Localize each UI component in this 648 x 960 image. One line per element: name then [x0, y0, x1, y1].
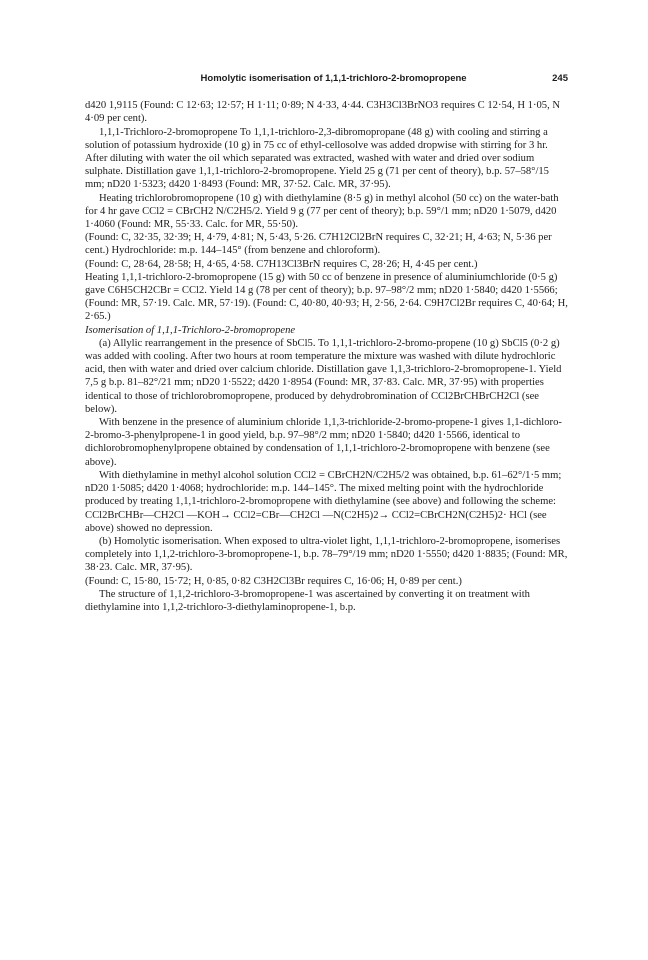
paragraph: (Found: C, 32·35, 32·39; H, 4·79, 4·81; N, 5·43, 5·26. C7H12Cl2BrN requires C, 32·21; H, 4·63; N, 5·36 per cent.) Hydrochloride: m.p. 144–145° (from benzene and chloroform).	[85, 232, 552, 257]
page-number: 245	[552, 73, 568, 84]
paragraph: With benzene in the presence of aluminium chloride 1,1,3-trichloride-2-bromo-propene-1 gives 1,1-dichloro-2-bromo-3-phenylpropene-1 in good yield, b.p. 97–98°/2 mm; nD20 1·5840; d420 1·5566, identical to dichlorobromophenylpropene obtained by condensation of 1,1,1-trichloro-2-bromopropene with benzene (see above).	[85, 417, 562, 468]
running-title: Homolytic isomerisation of 1,1,1-trichloro-2-bromopropene	[200, 73, 467, 84]
section-title: Isomerisation of 1,1,1-Trichloro-2-bromopropene	[85, 324, 296, 336]
journal-page	[85, 72, 568, 614]
paragraph: (Found: C, 15·80, 15·72; H, 0·85, 0·82 C3H2Cl3Br requires C, 16·06; H, 0·89 per cent.)	[85, 575, 462, 587]
paragraph: Heating trichlorobromopropene (10 g) with diethylamine (8·5 g) in methyl alcohol (50 cc) on the water-bath for 4 hr gave CCl2 = CBrCH2 N/C2H5/2. Yield 9 g (77 per cent of theory); b.p. 59°/1 mm; nD20 1·5079, d420 1·4060 (Found: MR, 55·33. Calc. for MR, 55·50).	[85, 192, 559, 231]
paragraph: Heating 1,1,1-trichloro-2-bromopropene (15 g) with 50 cc of benzene in presence of aluminiumchloride (0·5 g) gave C6H5CH2CBr = CCl2. Yield 14 g (78 per cent of theory); b.p. 97–98°/2 mm; nD20 1·5840; d420 1·5566; (Found: MR, 57·19. Calc. MR, 57·19). (Found: C, 40·80, 40·93; H, 2·56, 2·64. C9H7Cl2Br requires C, 40·64; H, 2·65.)	[85, 271, 568, 323]
paragraph: (a) Allylic rearrangement in the presence of SbCl5. To 1,1,1-trichloro-2-bromo-propene (10 g) SbCl5 (0·2 g) was added with cooling. After two hours at room temperature the mixture was washed with dilute hydrochloric acid, then with water and dried over calcium chloride. Distillation gave 1,1,3-trichloro-2-bromopropene-1. Yield 7,5 g b.p. 81–82°/21 mm; nD20 1·5522; d420 1·8954 (Found: MR, 37·83. Calc. MR, 37·95) with properties identical to those of trichlorobromopropene, produced by dehydrobromination of CCl2BrCHBrCH2Cl (see below).	[85, 337, 562, 415]
paragraph: (b) Homolytic isomerisation. When exposed to ultra-violet light, 1,1,1-trichloro-2-bromopropene, isomerises completely into 1,1,2-trichloro-3-bromopropene-1, b.p. 78–79°/19 mm; nD20 1·5550; d420 1·8835; (Found: MR, 38·23. Calc. MR, 37·95).	[85, 535, 568, 574]
paragraph: 1,1,1-Trichloro-2-bromopropene To 1,1,1-trichloro-2,3-dibromopropane (48 g) with cooling and stirring a solution of potassium hydroxide (10 g) in 75 cc of ethyl-cellosolve was added dropwise with stirring for 3 hr. After diluting with water the oil which separated was extracted, washed with water and dried over sodium sulphate. Distillation gave 1,1,1-trichloro-2-bromopropene. Yield 25 g (71 per cent of theory), b.p. 57–58°/15 mm; nD20 1·5323; d420 1·8493 (Found: MR, 37·52. Calc. MR, 37·95).	[85, 126, 549, 191]
paragraph: (Found: C, 28·64, 28·58; H, 4·65, 4·58. C7H13Cl3BrN requires C, 28·26; H, 4·45 per cent.)	[85, 258, 478, 270]
paragraph: d420 1,9115 (Found: C 12·63; 12·57; H 1·11; 0·89; N 4·33, 4·44. C3H3Cl3BrNO3 requires C 12·54, H 1·05, N 4·09 per cent).	[85, 100, 561, 125]
article-body	[85, 99, 568, 614]
running-header	[85, 72, 568, 85]
paragraph: With diethylamine in methyl alcohol solution CCl2 = CBrCH2N/C2H5/2 was obtained, b.p. 61–62°/1·5 mm; nD20 1·5085; d420 1·4068; hydrochloride: m.p. 144–145°. The mixed melting point with the hydrochloride produced by treating 1,1,1-trichloro-2-bromopropene with diethylamine (see above) and following the scheme: CCl2BrCHBr—CH2Cl —KOH→ CCl2=CBr—CH2Cl —N(C2H5)2→ CCl2=CBrCH2N(C2H5)2· HCl (see above) showed no depression.	[85, 469, 562, 534]
paragraph: The structure of 1,1,2-trichloro-3-bromopropene-1 was ascertained by converting it on treatment with diethylamine into 1,1,2-trichloro-3-diethylaminopropene-1, b.p.	[85, 588, 530, 613]
